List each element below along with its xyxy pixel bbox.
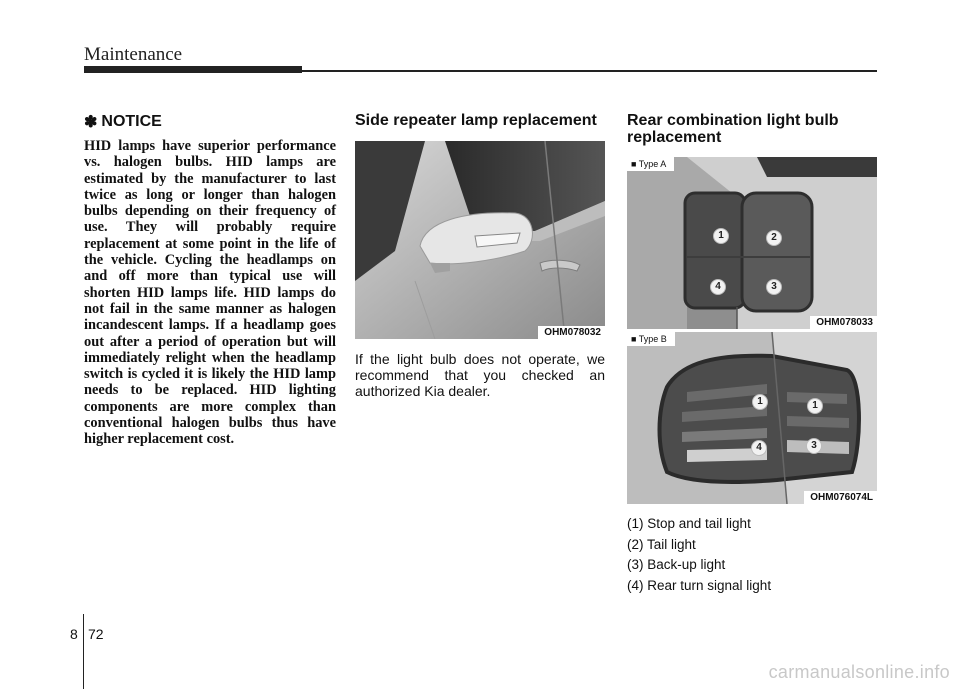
side-repeater-title: Side repeater lamp replacement [355,112,597,129]
callout-4: 4 [710,279,726,295]
notice-star-icon: ✽ [84,114,98,131]
notice-heading [84,112,336,132]
rear-combination-title: Rear combination light bulb replacement [627,112,839,146]
callout-1: 1 [713,228,729,244]
header-bar [84,66,302,73]
rear-light-figure-type-a [627,157,877,329]
header-rule [302,70,877,72]
callout-3: 3 [806,438,822,454]
side-mirror-illustration [355,141,605,339]
side-repeater-figure [355,141,605,339]
callout-1: 1 [752,394,768,410]
tail-light-type-a-illustration [627,157,877,329]
figure-code: OHM078033 [810,316,877,329]
figure-code: OHM076074L [804,491,877,504]
tail-light-type-b-illustration [627,332,877,504]
figure-code: OHM078032 [538,326,605,339]
callout-3: 3 [766,279,782,295]
callout-2: 2 [766,230,782,246]
rear-light-figure-type-b [627,332,877,504]
bulb-legend [627,514,879,596]
notice-column [84,112,336,448]
legend-item: (3) Back-up light [627,557,726,572]
notice-body: HID lamps have superior performance vs. halogen bulbs. HID lamps are estimated by the manufacturer to last twice as long or longer than halogen bulbs depending on their frequency of use. They will probably require replacement at some point in the life of the vehicle. Cycling the headlamps on and off more than typical use will shorten HID lamps life. HID lamps do not fail in the same manner as halogen incandescent lamps. If a headlamp goes out after a period of operation but will immediately relight when the headlamp switch is cycled it is likely the HID lamp needs to be replaced. HID lighting components are more complex than conventional halogen bulbs thus have higher replacement cost. [84,138,336,448]
legend-item: (1) Stop and tail light [627,516,751,531]
legend-item: (2) Tail light [627,536,696,552]
callout-4: 4 [751,440,767,456]
type-b-label: ■ Type B [627,332,675,346]
legend-item: (4) Rear turn signal light [627,577,772,593]
footer-rule [83,614,84,689]
side-repeater-column [355,112,605,399]
page-number: 72 [88,626,104,642]
side-repeater-body: If the light bulb does not operate, we recommend that you checked an authorized Kia dealer. [355,351,605,399]
watermark: carmanualsonline.info [768,662,950,682]
type-a-label: ■ Type A [627,157,674,171]
page-chapter: 8 [70,626,78,642]
rear-combination-column [627,112,879,596]
header-title: Maintenance [84,44,183,65]
callout-1: 1 [807,398,823,414]
notice-title: NOTICE [101,113,162,130]
